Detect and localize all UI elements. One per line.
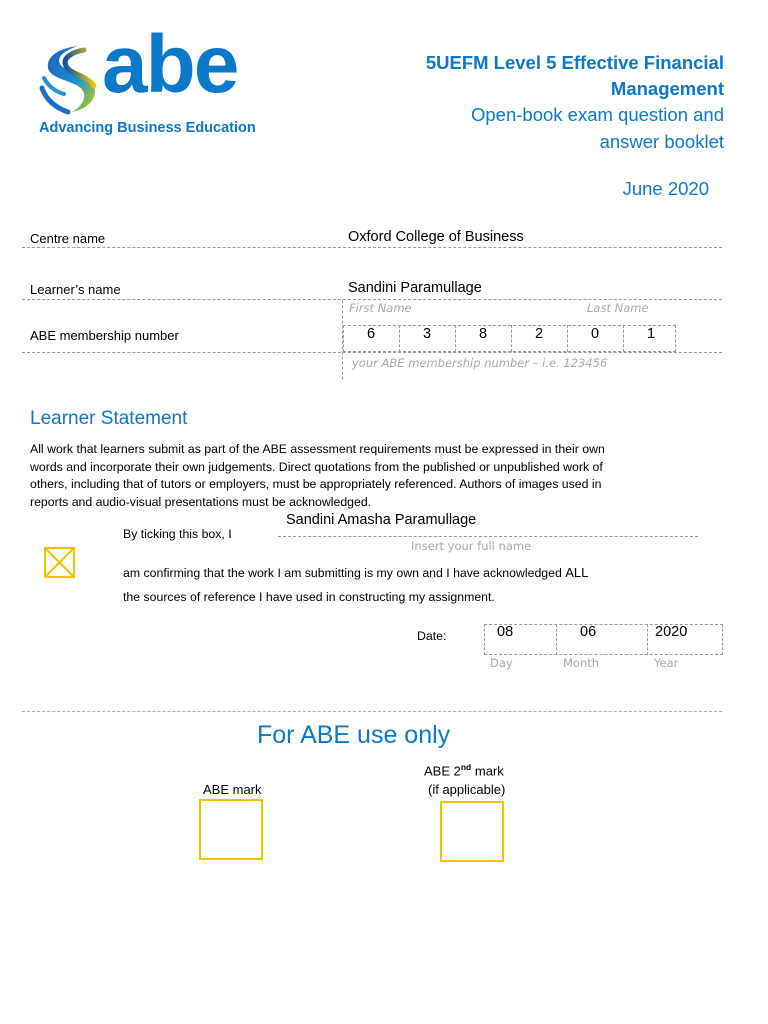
logo-tagline: Advancing Business Education <box>39 120 256 136</box>
statement-line: All work that learners submit as part of the ABE assessment requirements must be expressed in their own <box>30 442 605 456</box>
date-year-hint: Year <box>654 656 679 670</box>
learner-statement-text <box>30 441 730 511</box>
abe-second-mark-box[interactable] <box>440 801 504 862</box>
date-day-field[interactable]: 08 <box>497 624 514 640</box>
full-name-field[interactable]: Sandini Amasha Paramullage <box>286 512 477 528</box>
confirmation-text-all: ALL <box>565 565 589 580</box>
exam-subtitle <box>471 101 724 155</box>
membership-digit-5[interactable]: 0 <box>590 326 600 342</box>
divider <box>22 299 722 300</box>
exam-date: June 2020 <box>622 178 709 199</box>
date-year-field[interactable]: 2020 <box>655 624 688 640</box>
exam-title-line1: 5UEFM Level 5 Effective Financial <box>425 52 724 73</box>
abe-second-mark-text-end: mark <box>471 763 504 779</box>
centre-name-field[interactable]: Oxford College of Business <box>348 229 524 245</box>
membership-digit-6[interactable]: 1 <box>646 326 656 342</box>
divider <box>556 624 557 655</box>
statement-line: others, including that of tutors or employers, must be appropriately referenced. Authors of images used in <box>30 477 602 492</box>
exam-subtitle-line1: Open-book exam question and <box>470 104 724 125</box>
centre-name-label: Centre name <box>30 231 106 246</box>
date-month-hint: Month <box>563 656 600 670</box>
abe-wordmark: abe <box>102 19 238 110</box>
confirmation-text-main: am confirming that the work I am submitting is my own and I have acknowledged <box>123 566 566 580</box>
confirmation-text-line2: the sources of reference I have used in constructing my assignment. <box>123 590 495 604</box>
abe-mark-label: ABE mark <box>203 782 262 797</box>
abe-mark-box[interactable] <box>199 799 263 860</box>
abe-second-mark-label <box>424 762 504 778</box>
exam-title <box>426 50 724 102</box>
membership-digit-4[interactable]: 2 <box>534 326 544 342</box>
abe-second-mark-text: ABE 2 <box>424 763 461 779</box>
abe-second-mark-sup: nd <box>460 762 472 772</box>
learner-statement-heading: Learner Statement <box>30 408 188 429</box>
confirmation-text <box>123 565 588 580</box>
learner-name-label: Learner’s name <box>30 282 121 297</box>
statement-line: words and incorporate their own judgements. Direct quotations from the published or unpublished work of <box>30 459 603 474</box>
learner-name-field[interactable]: Sandini Paramullage <box>348 280 482 296</box>
divider <box>22 352 722 353</box>
date-month-field[interactable]: 06 <box>580 624 597 640</box>
exam-subtitle-line2: answer booklet <box>599 131 724 152</box>
membership-number-label: ABE membership number <box>30 328 179 343</box>
last-name-hint: Last Name <box>587 301 649 315</box>
checkbox-cross-icon <box>44 547 75 578</box>
abe-second-mark-note: (if applicable) <box>428 782 506 797</box>
abe-swirl-icon <box>38 42 102 116</box>
ticking-text: By ticking this box, I <box>123 527 232 541</box>
statement-line: reports and audio-visual presentations must be acknowledged. <box>30 494 372 509</box>
membership-digit-1[interactable]: 6 <box>366 326 376 342</box>
full-name-hint: Insert your full name <box>411 539 532 553</box>
abe-logo <box>36 19 296 140</box>
membership-number-hint: your ABE membership number – i.e. 123456 <box>352 356 608 370</box>
section-divider <box>22 711 722 712</box>
date-day-hint: Day <box>490 656 513 670</box>
exam-title-line2: Management <box>610 78 724 99</box>
divider <box>22 247 722 248</box>
full-name-underline <box>278 536 698 537</box>
divider <box>647 624 648 655</box>
first-name-hint: First Name <box>349 301 412 315</box>
membership-digit-3[interactable]: 8 <box>478 326 488 342</box>
abe-use-heading: For ABE use only <box>257 721 451 749</box>
membership-digit-2[interactable]: 3 <box>422 326 432 342</box>
confirmation-checkbox[interactable] <box>44 547 75 578</box>
date-label: Date: <box>417 629 447 643</box>
